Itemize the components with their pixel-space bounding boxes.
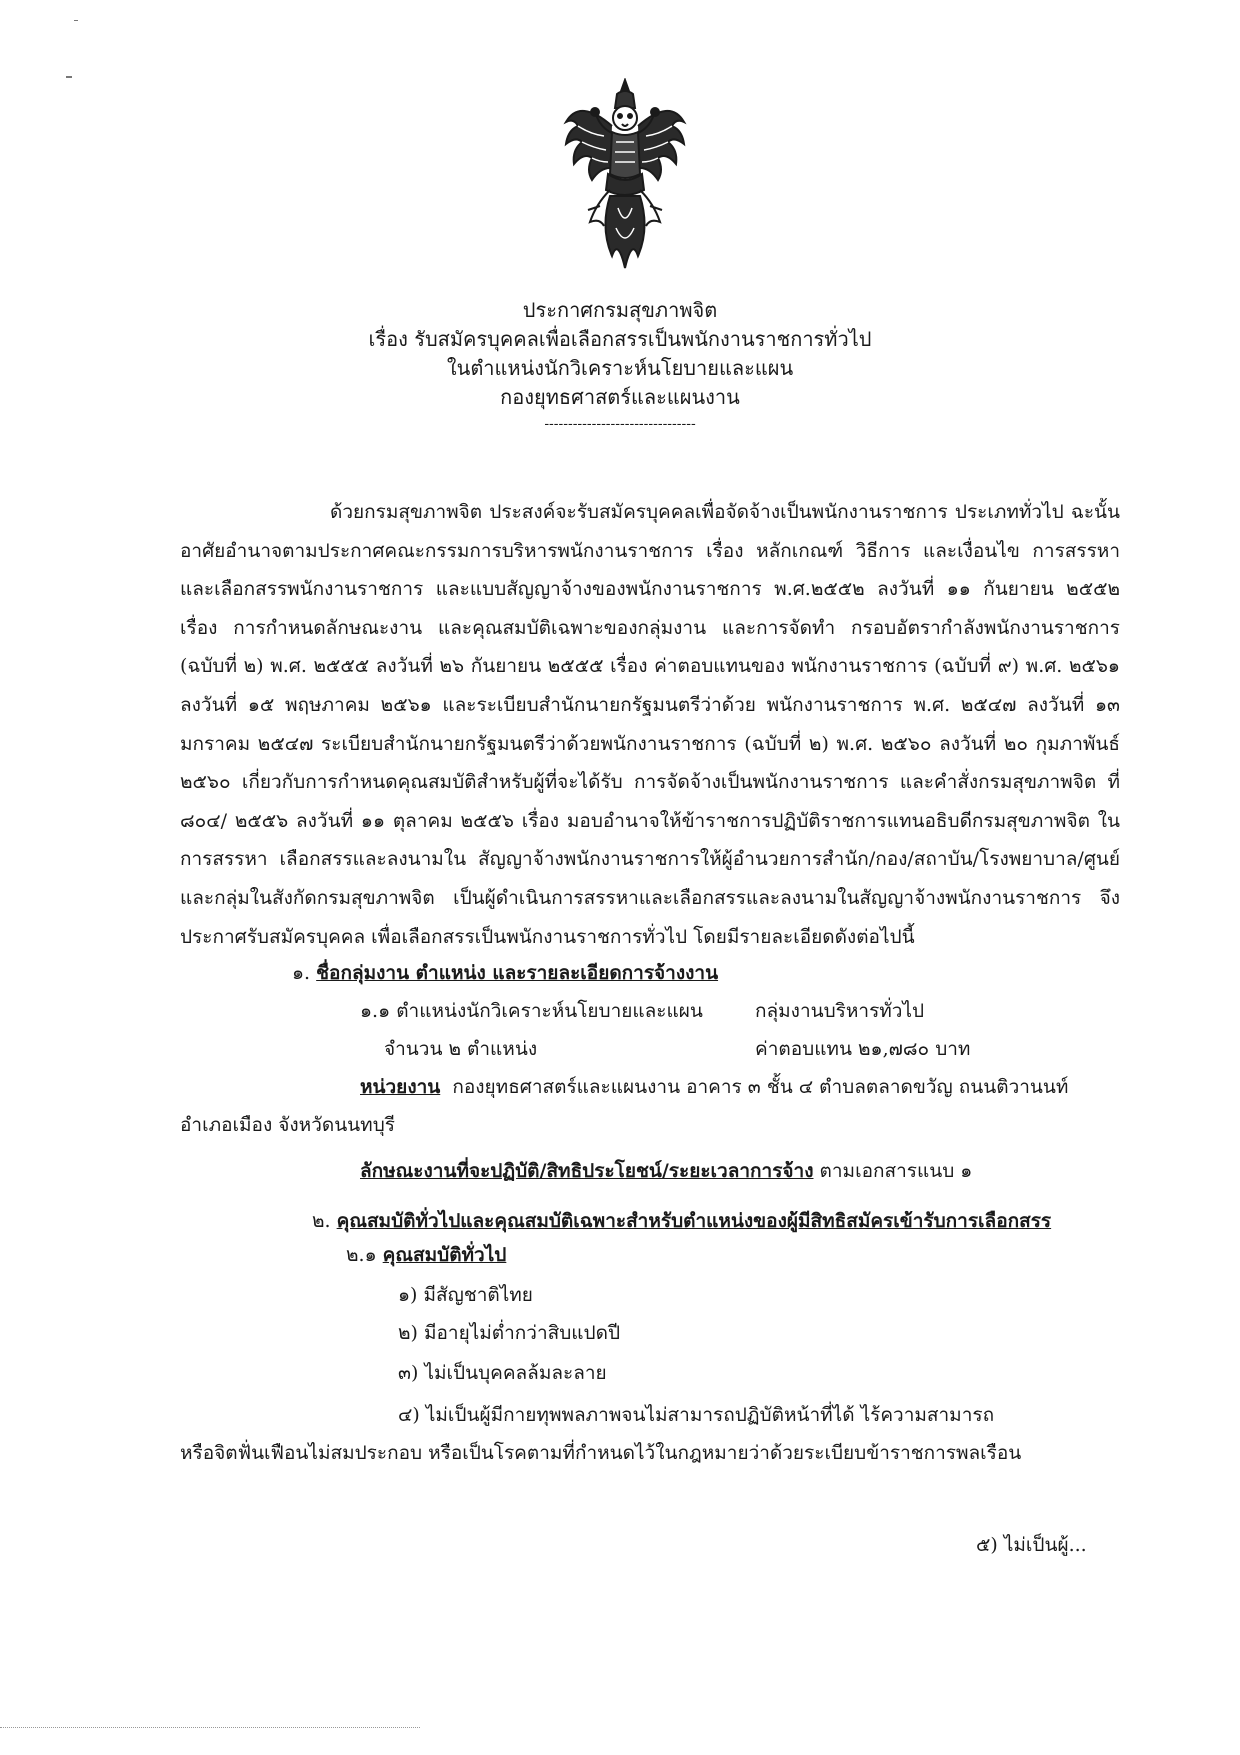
nature-label: ลักษณะงานที่จะปฏิบัติ/สิทธิประโยชน์/ระยะเวลาการจ้าง [360, 1160, 814, 1182]
nature-text: ตามเอกสารแนบ ๑ [819, 1160, 973, 1182]
unit-text-cont: อำเภอเมือง จังหวัดนนทบุรี [180, 1114, 395, 1136]
section-2-heading [312, 1208, 1051, 1234]
announcement-title [300, 296, 940, 434]
item-group: กลุ่มงานบริหารทั่วไป [755, 1000, 925, 1022]
qualification-item-cont: หรือจิตฟั่นเฟือนไม่สมประกอบ หรือเป็นโรคตามที่กำหนดไว้ในกฎหมายว่าด้วยระเบียบข้าราชการพลเรือน [180, 1442, 1022, 1464]
qualification-item: ๓) ไม่เป็นบุคคลล้มละลาย [398, 1362, 607, 1384]
scan-speck [66, 76, 72, 78]
title-line-2: เรื่อง รับสมัครบุคคลเพื่อเลือกสรรเป็นพนักงานราชการทั่วไป [368, 327, 872, 351]
title-line-4: กองยุทธศาสตร์และแผนงาน [500, 385, 740, 409]
unit-label: หน่วยงาน [360, 1076, 441, 1098]
item-pay: ค่าตอบแทน ๒๑,๗๘๐ บาท [755, 1038, 971, 1060]
section-2-1-title: คุณสมบัติทั่วไป [382, 1244, 507, 1266]
section-1-heading [292, 960, 718, 986]
scan-edge-line [0, 1727, 420, 1729]
unit-text: กองยุทธศาสตร์และแผนงาน อาคาร ๓ ชั้น ๔ ตำบลตลาดขวัญ ถนนติวานนท์ [452, 1076, 1069, 1098]
nature-line [360, 1158, 972, 1184]
item-count: จำนวน ๒ ตำแหน่ง [384, 1038, 538, 1060]
title-line-3: ในตำแหน่งนักวิเคราะห์นโยบายและแผน [446, 356, 794, 380]
page-continuation: ๕) ไม่เป็นผู้... [976, 1534, 1087, 1556]
title-divider: -------------------------------- [544, 416, 696, 432]
section-1-number: ๑. [292, 962, 311, 984]
qualification-item: ๔) ไม่เป็นผู้มีกายทุพพลภาพจนไม่สามารถปฏิบัติหน้าที่ได้ ไร้ความสามารถ [398, 1404, 995, 1426]
section-2-number: ๒. [312, 1210, 331, 1232]
qualification-item: ๑) มีสัญชาติไทย [398, 1284, 533, 1306]
title-line-1: ประกาศกรมสุขภาพจิต [522, 298, 718, 322]
qualification-item: ๒) มีอายุไม่ต่ำกว่าสิบแปดปี [398, 1322, 621, 1344]
intro-paragraph: ด้วยกรมสุขภาพจิต ประสงค์จะรับสมัครบุคคลเพื่อจัดจ้างเป็นพนักงานราชการ ประเภททั่วไป ฉะนั้น อาศัยอำนาจตามประกาศคณะกรรมการบริหารพนักงานราชการ เรื่อง หลักเกณฑ์ วิธีการ และเงื่อนไข การสรรหาและเลือกสรรพนักงานราชการ และแบบสัญญาจ้างของพนักงานราชการ พ.ศ.๒๕๕๒ ลงวันที่ ๑๑ กันยายน ๒๕๕๒ เรื่อง การกำหนดลักษณะงาน และคุณสมบัติเฉพาะของกลุ่มงาน และการจัดทำ กรอบอัตรากำลังพนักงานราชการ (ฉบับที่ ๒) พ.ศ. ๒๕๕๕ ลงวันที่ ๒๖ กันยายน ๒๕๕๕ เรื่อง ค่าตอบแทนของ พนักงานราชการ (ฉบับที่ ๙) พ.ศ. ๒๕๖๑ ลงวันที่ ๑๕ พฤษภาคม ๒๕๖๑ และระเบียบสำนักนายกรัฐมนตรีว่าด้วย พนักงานราชการ พ.ศ. ๒๕๔๗ ลงวันที่ ๑๓ มกราคม ๒๕๔๗ ระเบียบสำนักนายกรัฐมนตรีว่าด้วยพนักงานราชการ (ฉบับที่ ๒) พ.ศ. ๒๕๖๐ ลงวันที่ ๒๐ กุมภาพันธ์ ๒๕๖๐ เกี่ยวกับการกำหนดคุณสมบัติสำหรับผู้ที่จะได้รับ การจัดจ้างเป็นพนักงานราชการ และคำสั่งกรมสุขภาพจิต ที่ ๘๐๔/ ๒๕๕๖ ลงวันที่ ๑๑ ตุลาคม ๒๕๕๖ เรื่อง มอบอำนาจให้ข้าราชการปฏิบัติราชการแทนอธิบดีกรมสุขภาพจิต ในการสรรหา เลือกสรรและลงนามใน สัญญาจ้างพนักงานราชการให้ผู้อำนวยการสำนัก/กอง/สถาบัน/โรงพยาบาล/ศูนย์ และกลุ่มในสังกัดกรมสุขภาพจิต เป็นผู้ดำเนินการสรรหาและเลือกสรรและลงนามในสัญญาจ้างพนักงานราชการ จึงประกาศรับสมัครบุคคล เพื่อเลือกสรรเป็นพนักงานราชการทั่วไป โดยมีรายละเอียดดังต่อไปนี้ [180, 501, 1120, 948]
garuda-emblem [560, 78, 690, 273]
section-2-title: คุณสมบัติทั่วไปและคุณสมบัติเฉพาะสำหรับตำแหน่งของผู้มีสิทธิสมัครเข้ารับการเลือกสรร [336, 1210, 1052, 1232]
section-1-title: ชื่อกลุ่มงาน ตำแหน่ง และรายละเอียดการจ้างงาน [316, 962, 719, 984]
scan-speck [74, 20, 78, 21]
item-position: ๑.๑ ตำแหน่งนักวิเคราะห์นโยบายและแผน [360, 1000, 703, 1022]
section-2-1-number: ๒.๑ [346, 1244, 377, 1266]
section-2-1-heading [346, 1242, 506, 1268]
unit-line [360, 1074, 1068, 1100]
